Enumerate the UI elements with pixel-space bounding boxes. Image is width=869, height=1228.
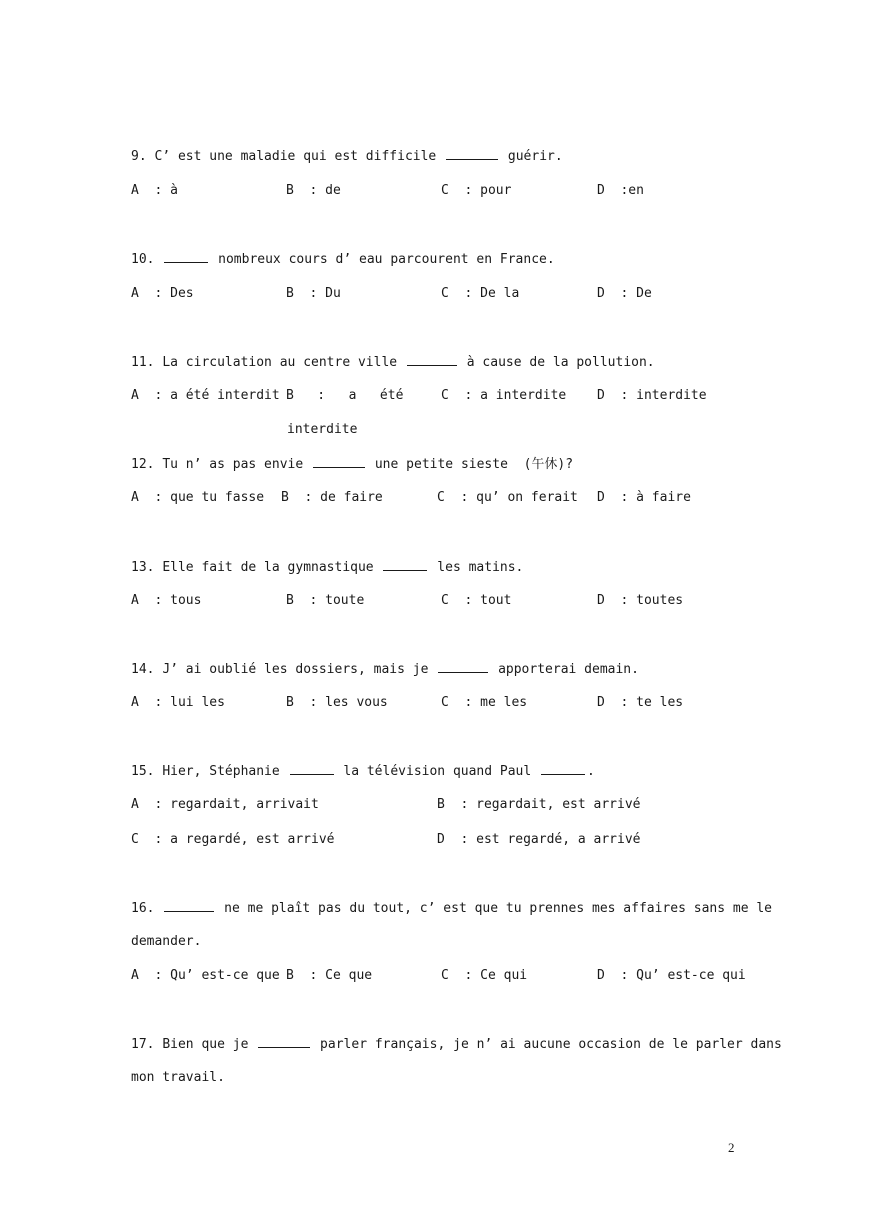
answer-blank	[541, 763, 585, 775]
answer-blank	[258, 1036, 310, 1048]
question-15: 15. Hier, Stéphanie la télévision quand Paul .	[131, 764, 595, 779]
option-a: A : tous	[131, 593, 202, 608]
answer-blank	[164, 251, 208, 263]
option-c: C : a regardé, est arrivé	[131, 832, 335, 847]
option-b: B : Du	[286, 286, 341, 301]
option-a: A : a été interdit	[131, 388, 280, 403]
option-a: A : à	[131, 183, 178, 198]
option-b: B : a été	[286, 388, 404, 403]
question-16: 16. ne me plaît pas du tout, c’ est que tu prennes mes affaires sans me le	[131, 901, 773, 916]
option-a: A : lui les	[131, 695, 225, 710]
option-d: D : à faire	[597, 490, 691, 505]
option-b-wrap: interdite	[287, 422, 358, 437]
option-c: C : pour	[441, 183, 512, 198]
option-b: B : de faire	[281, 490, 383, 505]
option-b: B : les vous	[286, 695, 388, 710]
answer-blank	[446, 148, 498, 160]
option-d: D : est regardé, a arrivé	[437, 832, 641, 847]
option-d: D : Qu’ est-ce qui	[597, 968, 746, 983]
option-d: D : De	[597, 286, 652, 301]
option-b: B : de	[286, 183, 341, 198]
option-a: A : regardait, arrivait	[131, 797, 319, 812]
option-c: C : me les	[441, 695, 528, 710]
question-16-continuation: demander.	[131, 934, 202, 949]
option-b: B : Ce que	[286, 968, 373, 983]
question-13: 13. Elle fait de la gymnastique les matins.	[131, 560, 524, 575]
question-9: 9. C’ est une maladie qui est difficile guérir.	[131, 149, 563, 164]
option-b: B : toute	[286, 593, 365, 608]
option-c: C : Ce qui	[441, 968, 528, 983]
answer-blank	[313, 456, 365, 468]
question-10: 10. nombreux cours d’ eau parcourent en France.	[131, 252, 555, 267]
option-c: C : a interdite	[441, 388, 567, 403]
question-17-continuation: mon travail.	[131, 1070, 225, 1085]
page-number: 2	[728, 1140, 735, 1155]
question-11: 11. La circulation au centre ville à cause de la pollution.	[131, 355, 655, 370]
option-d: D : te les	[597, 695, 684, 710]
option-a: A : que tu fasse	[131, 490, 265, 505]
option-a: A : Qu’ est-ce que	[131, 968, 280, 983]
question-17: 17. Bien que je parler français, je n’ ai aucune occasion de le parler dans	[131, 1037, 782, 1052]
answer-blank	[383, 559, 427, 571]
option-d: D : interdite	[597, 388, 707, 403]
answer-blank	[407, 354, 457, 366]
answer-blank	[290, 763, 334, 775]
option-a: A : Des	[131, 286, 194, 301]
option-c: C : De la	[441, 286, 520, 301]
option-d: D :en	[597, 183, 644, 198]
answer-blank	[438, 661, 488, 673]
question-14: 14. J’ ai oublié les dossiers, mais je apporterai demain.	[131, 662, 639, 677]
option-b: B : regardait, est arrivé	[437, 797, 641, 812]
option-c: C : qu’ on ferait	[437, 490, 578, 505]
option-c: C : tout	[441, 593, 512, 608]
question-12: 12. Tu n’ as pas envie une petite sieste (午休)?	[131, 457, 574, 472]
answer-blank	[164, 900, 214, 912]
option-d: D : toutes	[597, 593, 684, 608]
